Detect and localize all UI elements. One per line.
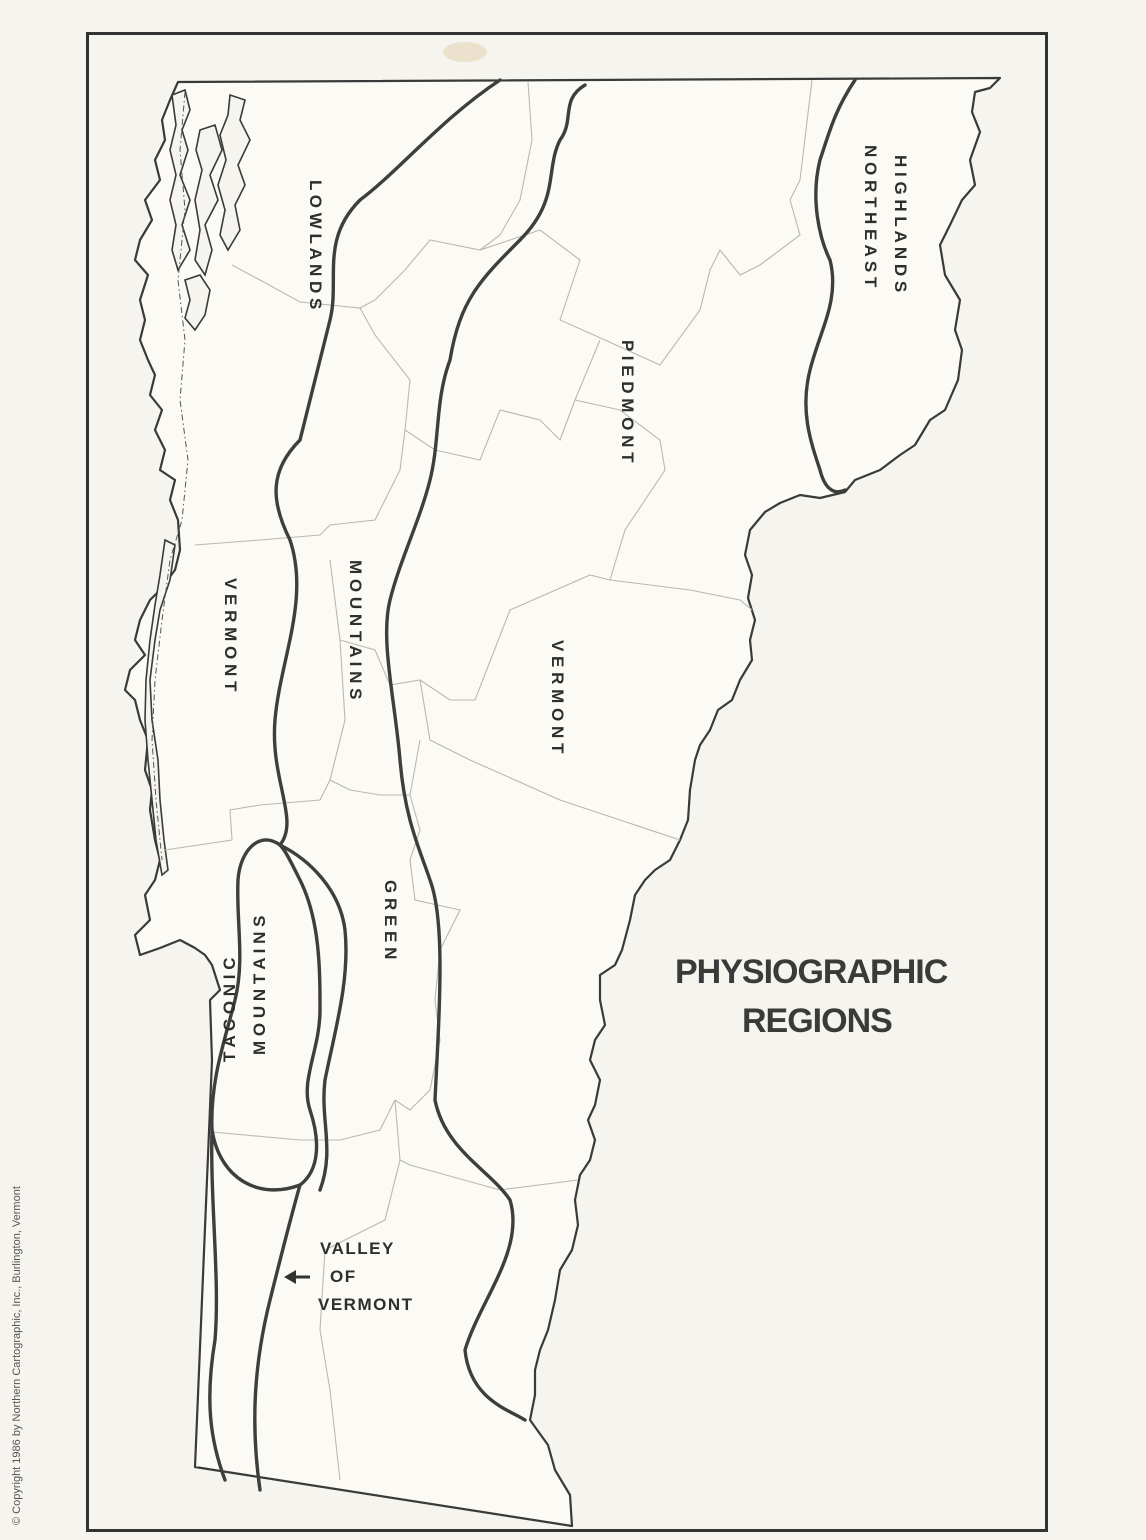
- label-valley-1: VALLEY: [320, 1239, 395, 1258]
- label-piedmont: P I E D M O N T: [618, 340, 637, 463]
- label-green: G R E E N: [381, 880, 400, 960]
- label-valley-3: VERMONT: [318, 1295, 414, 1314]
- label-lowlands-vermont: V E R M O N T: [221, 578, 240, 692]
- label-highlands: H I G H L A N D S: [891, 155, 910, 293]
- label-taconic: T A C O N I C: [220, 957, 239, 1062]
- map-title-line-1: PHYSIOGRAPHIC: [675, 953, 948, 991]
- map-title-line-2: REGIONS: [742, 1002, 892, 1040]
- label-northeast: N O R T H E A S T: [861, 145, 880, 288]
- copyright-notice: © Copyright 1986 by Northern Cartographic, Inc., Burlington, Vermont: [11, 1186, 23, 1525]
- vermont-state-outline: [125, 78, 1000, 1526]
- label-piedmont-vermont: V E R M O N T: [548, 640, 567, 754]
- label-taconic-mountains: M O U N T A I N S: [250, 915, 269, 1055]
- paper-smudge: [443, 42, 487, 62]
- label-mountains: M O U N T A I N S: [346, 560, 365, 700]
- label-valley-2: OF: [330, 1267, 357, 1286]
- label-lowlands: L O W L A N D S: [306, 180, 325, 310]
